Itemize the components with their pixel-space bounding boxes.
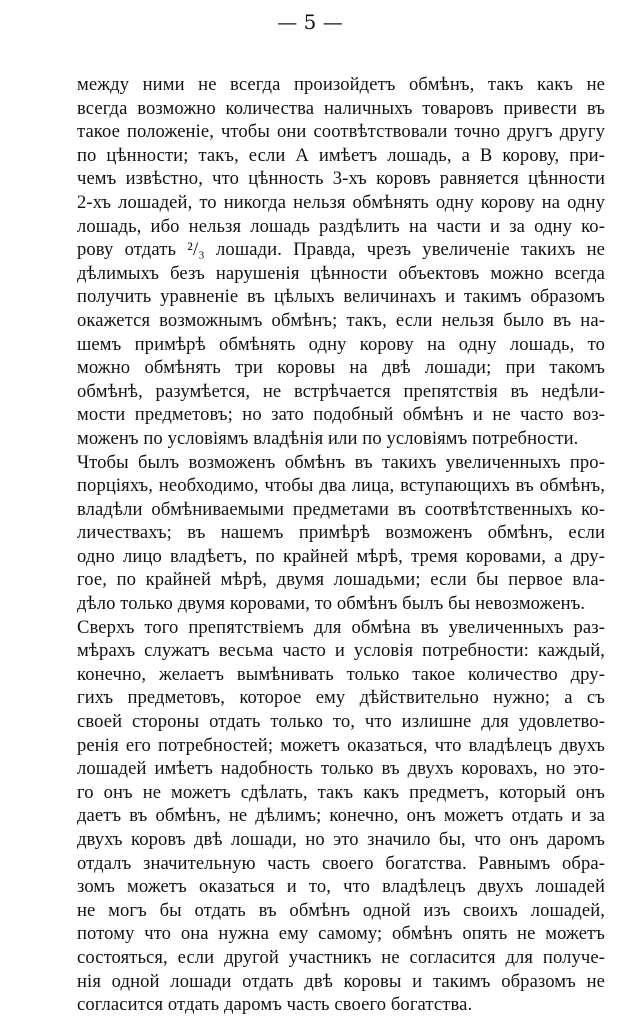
text-line: потому что она нужна ему самому; обмѣнъ опять не можетъ xyxy=(77,923,605,945)
text-line: гихъ предметовъ, которое ему дѣйствительно нужно; а съ xyxy=(77,687,605,709)
text-line: личествахъ; въ нашемъ примѣрѣ возможенъ обмѣнъ, если xyxy=(77,522,605,544)
text-line: 2-хъ лошадей, то никогда нельзя обмѣнять одну корову на одну xyxy=(77,191,605,213)
text-line: двухъ коровъ двѣ лошади, но это значило бы, что онъ даромъ xyxy=(77,829,605,850)
text-line: всегда возможно количества наличныхъ товаровъ привести въ xyxy=(77,97,605,119)
text-line: рову отдать ²/₃ лошади. Правда, чрезъ увеличеніе такихъ не xyxy=(77,239,605,261)
text-line: можно обмѣнять три коровы на двѣ лошади; при такомъ xyxy=(77,357,605,379)
text-line: получить уравненіе въ цѣлыхъ величинахъ и такимъ образомъ xyxy=(77,286,605,308)
text-line: Сверхъ того препятствіемъ для обмѣна въ увеличенныхъ раз- xyxy=(77,616,605,638)
text-line: не могъ бы отдать въ обмѣнъ одной изъ своихъ лошадей, xyxy=(77,899,605,921)
text-line: зомъ можетъ оказаться и то, что владѣлецъ двухъ лошадей xyxy=(77,876,605,898)
text-line: мости предметовъ; но зато подобный обмѣнъ и не часто воз- xyxy=(77,404,605,426)
text-line: ренія его потребностей; можетъ оказаться, что владѣлецъ двухъ xyxy=(77,734,605,756)
text-line: одно лицо владѣетъ, по крайней мѣрѣ, тремя коровами, а дру- xyxy=(77,545,605,567)
text-line: конечно, желаетъ вымѣнивать только такое количество дру- xyxy=(77,663,605,685)
text-line: дѣло только двумя коровами, то обмѣнъ былъ бы невозможенъ. xyxy=(77,593,586,615)
text-line: обмѣнѣ, разумѣется, не встрѣчается препятствія въ недѣли- xyxy=(77,380,605,402)
text-line: состояться, если другой участникъ не согласится для получе- xyxy=(77,946,605,968)
text-line: дѣлимыхъ безъ нарушенія цѣнности объектовъ можно всегда xyxy=(77,262,605,284)
text-line: мѣрахъ служатъ весьма часто и условія потребности: каждый, xyxy=(77,640,605,662)
text-line: гое, по крайней мѣрѣ, двумя лошадьми; если бы первое вла- xyxy=(77,569,605,591)
text-line: шемъ примѣрѣ обмѣнять одну корову на одну лошадь, то xyxy=(77,333,605,355)
text-line: согласится отдать даромъ часть своего богатства. xyxy=(77,994,473,1016)
body-text xyxy=(77,73,605,1017)
text-line: лошадей имѣетъ надобность только въ двухъ коровахъ, но это- xyxy=(77,758,605,780)
text-line: нія одной лошади отдать двѣ коровы и такимъ образомъ не xyxy=(77,970,605,992)
text-line: Чтобы былъ возможенъ обмѣнъ въ такихъ увеличенныхъ про- xyxy=(77,451,605,473)
text-line: окажется возможнымъ обмѣнъ; такъ, если нельзя было въ на- xyxy=(77,309,605,331)
text-line: моженъ по условіямъ владѣнія или по условіямъ потребности. xyxy=(77,427,579,449)
text-line: отдалъ значительную часть своего богатства. Равнымъ обра- xyxy=(77,852,605,874)
text-line: порціяхъ, необходимо, чтобы два лица, вступающихъ въ обмѣнъ, xyxy=(77,475,605,497)
text-line: между ними не всегда произойдетъ обмѣнъ, такъ какъ не xyxy=(77,74,605,95)
text-line: чемъ извѣстно, что цѣнность 3-хъ коровъ равняется цѣнности xyxy=(77,168,605,190)
text-line: своей стороны отдать только то, что излишне для удовлетво- xyxy=(77,711,605,733)
page-number-header: — 5 — xyxy=(277,10,343,34)
text-line: даетъ въ обмѣнъ, не дѣлимъ; конечно, онъ можетъ отдать и за xyxy=(77,805,605,827)
text-line: владѣли обмѣниваемыми предметами въ соотвѣтственныхъ ко- xyxy=(77,498,605,520)
text-line: го онъ не можетъ сдѣлать, такъ какъ предметъ, который онъ xyxy=(77,781,605,803)
text-line: такое положеніе, чтобы они соотвѣтствовали точно другъ другу xyxy=(77,121,605,143)
text-line: по цѣнности; такъ, если А имѣетъ лошадь, а В корову, при- xyxy=(77,144,605,166)
text-line: лошадь, ибо нельзя лошадь раздѣлить на части и за одну ко- xyxy=(77,215,605,237)
